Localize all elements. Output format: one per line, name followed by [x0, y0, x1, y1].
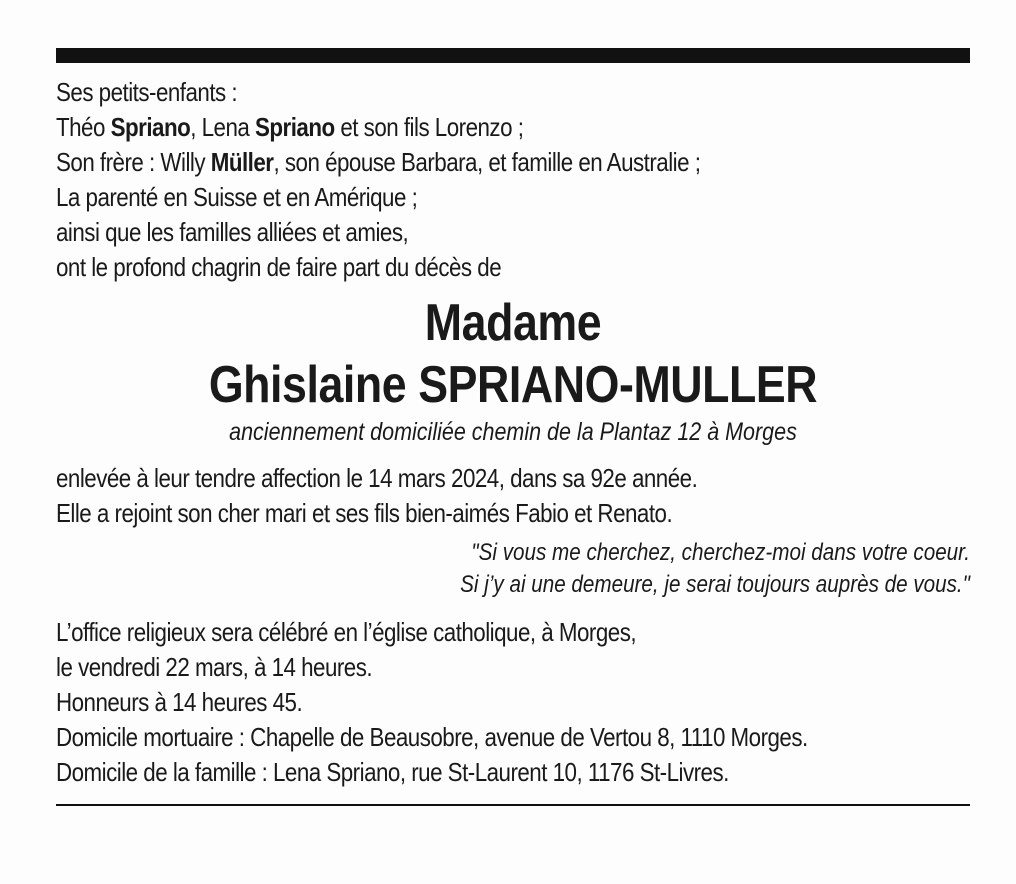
death-line-2: Elle a rejoint son cher mari et ses fils bien-aimés Fabio et Renato. [56, 498, 673, 528]
service-line-2: le vendredi 22 mars, à 14 heures. [56, 652, 373, 682]
relatives-line: La parenté en Suisse et en Amérique ; [56, 182, 418, 212]
death-line-1: enlevée à leur tendre affection le 14 mars 2024, dans sa 92e année. [56, 463, 698, 493]
deceased-honorific: Madame [424, 294, 602, 352]
quote-line-2: Si j’y ai une demeure, je serai toujours auprès de vous." [460, 571, 970, 598]
brother-line: Son frère : Willy Müller, son épouse Barbara, et famille en Australie ; [56, 147, 701, 177]
deceased-name: Ghislaine SPRIANO-MULLER [208, 356, 818, 414]
deceased-address: anciennement domiciliée chemin de la Plantaz 12 à Morges [229, 418, 797, 446]
service-line-1: L’office religieux sera célébré en l’église catholique, à Morges, [56, 617, 637, 647]
announcement-line: ont le profond chagrin de faire part du décès de [56, 252, 502, 282]
service-line-4: Domicile mortuaire : Chapelle de Beausobre, avenue de Vertou 8, 1110 Morges. [56, 722, 808, 752]
obituary-notice [56, 48, 970, 806]
service-line-5: Domicile de la famille : Lena Spriano, rue St-Laurent 10, 1176 St-Livres. [56, 757, 729, 787]
grandchildren-line: Théo Spriano, Lena Spriano et son fils Lorenzo ; [56, 112, 524, 142]
allied-families-line: ainsi que les familles alliées et amies, [56, 217, 409, 247]
quote-line-1: "Si vous me cherchez, cherchez-moi dans votre coeur. [471, 539, 970, 566]
bottom-rule [56, 804, 970, 806]
quote [56, 537, 970, 601]
service-line-3: Honneurs à 14 heures 45. [56, 687, 303, 717]
grandchildren-heading: Ses petits-enfants : [56, 77, 238, 107]
top-rule [56, 48, 970, 63]
